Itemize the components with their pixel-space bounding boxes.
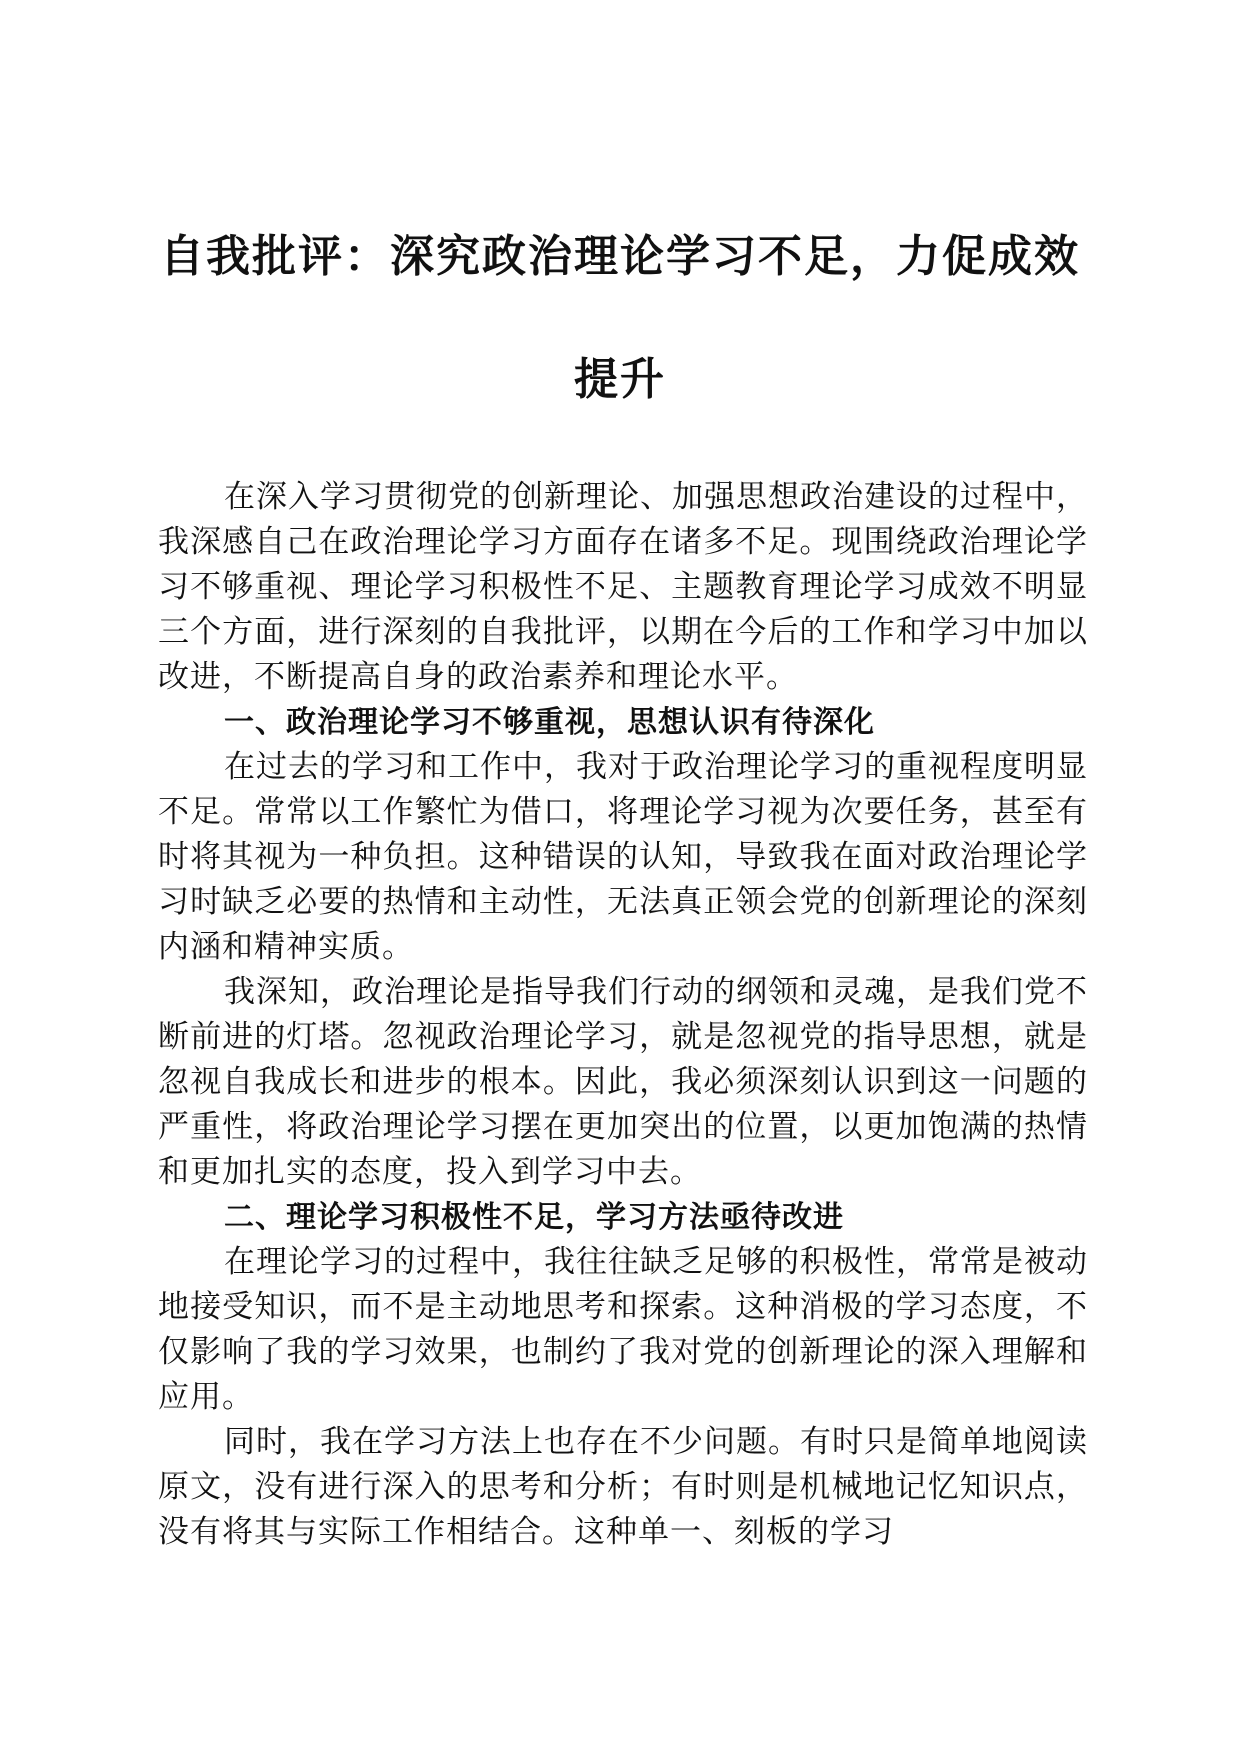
- document-title-line-1: 自我批评：深究政治理论学习不足，力促成效: [160, 231, 1080, 282]
- intro-paragraph: 在深入学习贯彻党的创新理论、加强思想政治建设的过程中，我深感自己在政治理论学习方面存在诸多不足。现围绕政治理论学习不够重视、理论学习积极性不足、主题教育理论学习成效不明显三个方面，进行深刻的自我批评，以期在今后的工作和学习中加以改进，不断提高自身的政治素养和理论水平。: [158, 479, 1088, 695]
- section-2-paragraph-2: 同时，我在学习方法上也存在不少问题。有时只是简单地阅读原文，没有进行深入的思考和分析；有时则是机械地记忆知识点，没有将其与实际工作相结合。这种单一、刻板的学习: [158, 1424, 1088, 1550]
- section-1-paragraph-2: 我深知，政治理论是指导我们行动的纲领和灵魂，是我们党不断前进的灯塔。忽视政治理论学习，就是忽视党的指导思想，就是忽视自我成长和进步的根本。因此，我必须深刻认识到这一问题的严重性，将政治理论学习摆在更加突出的位置，以更加饱满的热情和更加扎实的态度，投入到学习中去。: [158, 974, 1088, 1190]
- section-2-paragraph-1: 在理论学习的过程中，我往往缺乏足够的积极性，常常是被动地接受知识，而不是主动地思考和探索。这种消极的学习态度，不仅影响了我的学习效果，也制约了我对党的创新理论的深入理解和应用。: [158, 1244, 1088, 1415]
- section-heading-1: 一、政治理论学习不够重视，思想认识有待深化: [224, 705, 875, 740]
- document-body: [158, 475, 1088, 1555]
- section-heading-2: 二、理论学习积极性不足，学习方法亟待改进: [224, 1200, 844, 1235]
- document-title-line-2: 提升: [574, 354, 666, 405]
- section-1-paragraph-1: 在过去的学习和工作中，我对于政治理论学习的重视程度明显不足。常常以工作繁忙为借口，将理论学习视为次要任务，甚至有时将其视为一种负担。这种错误的认知，导致我在面对政治理论学习时缺乏必要的热情和主动性，无法真正领会党的创新理论的深刻内涵和精神实质。: [158, 749, 1088, 965]
